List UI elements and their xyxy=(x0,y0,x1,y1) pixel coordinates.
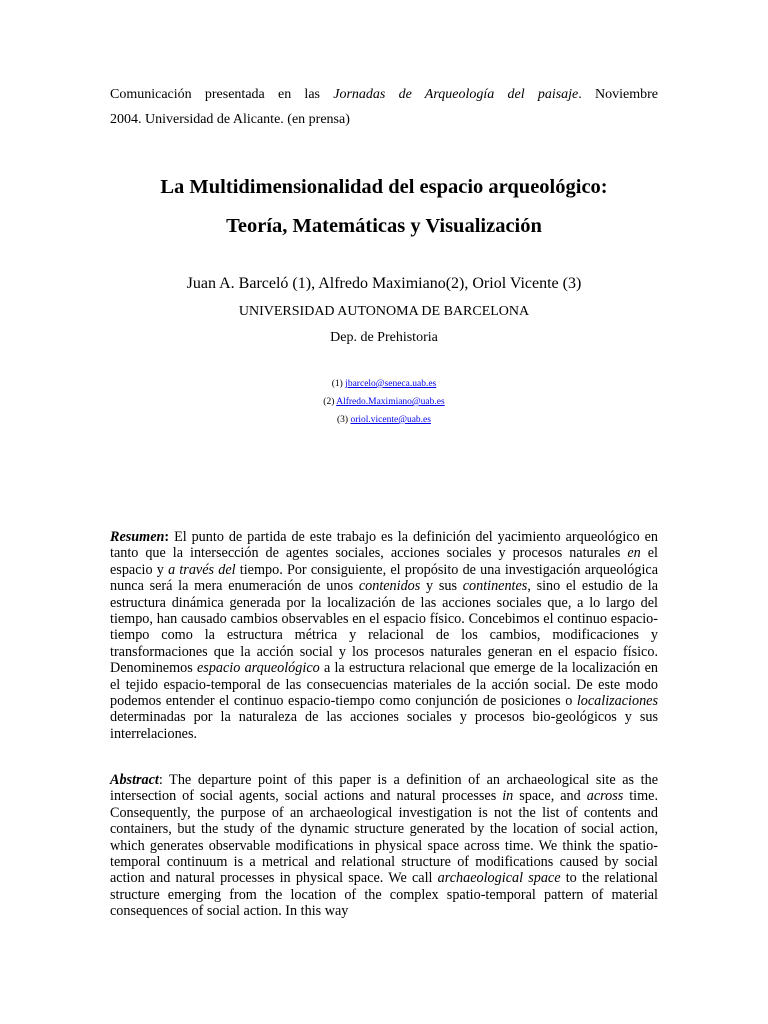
author-list: Juan A. Barceló (1), Alfredo Maximiano(2), Oriol Vicente (3) xyxy=(186,275,582,292)
resumen-emphasis: espacio arqueológico xyxy=(197,660,320,677)
author-email-2 xyxy=(60,395,708,409)
author-email-1 xyxy=(60,377,708,391)
resumen-emphasis: en xyxy=(627,545,641,562)
email-number: (1) xyxy=(331,379,346,389)
abstract-label: Abstract xyxy=(110,772,159,788)
publication-note-line-2: 2004. Universidad de Alicante. (en prensa) xyxy=(110,112,350,127)
resumen-text: El punto de partida de este trabajo es la definición del yacimiento arqueológico en tanto que la intersección de agentes sociales, acciones sociales y procesos naturales xyxy=(110,529,658,562)
resumen-paragraph xyxy=(110,529,658,742)
department-name: Dep. de Prehistoria xyxy=(330,330,438,345)
abstract-colon: : xyxy=(158,772,170,788)
paper-title-line-2: Teoría, Matemáticas y Visualización xyxy=(226,215,542,237)
resumen-colon: : xyxy=(164,529,175,545)
resumen-text: y sus xyxy=(420,578,463,595)
resumen-emphasis: a través del xyxy=(168,561,236,578)
resumen-emphasis: contenidos xyxy=(358,578,421,595)
resumen-emphasis: localizaciones xyxy=(576,693,658,710)
note-conference-name: Jornadas de Arqueología del paisaje xyxy=(333,87,579,102)
email-link[interactable]: oriol.vicente@uab.es xyxy=(350,415,431,425)
abstract-text: space, and xyxy=(513,788,587,805)
note-text: . Noviembre xyxy=(578,87,658,102)
abstract-emphasis: in xyxy=(502,788,514,805)
resumen-text: a la estructura relacional que emerge de la localización en el tejido espacio-temporal de las consecuencias materiales de la acción social. De este modo podemos entender el continuo espacio-tiempo como conjunción de posiciones o xyxy=(110,660,659,710)
abstract-emphasis: across xyxy=(586,788,624,805)
note-text: Comunicación presentada en las xyxy=(110,87,334,102)
resumen-label: Resumen xyxy=(110,529,165,545)
resumen-text: tiempo. Por consiguiente, el propósito de una investigación arqueológica nunca será la mera enumeración de unos xyxy=(110,561,658,595)
email-number: (3) xyxy=(337,415,351,425)
publication-note-line-1 xyxy=(110,84,658,106)
abstract-text: The departure point of this paper is a definition of an archaeological site as the intersection of social agents, social actions and natural processes xyxy=(110,772,658,805)
abstract-text: to the relational structure emerging from the location of the complex spatio-temporal pattern of material consequences of social action. In this way xyxy=(110,870,658,920)
abstract-emphasis: archaeological space xyxy=(437,870,561,887)
resumen-text: , sino el estudio de la estructura dinámica generada por la localización de las acciones sociales que, a lo largo del tiempo, han causado cambios observables en el espacio físico. Concebimos el continuo espacio-tiempo como la estructura métrica y relacional de los cambios, modificaciones y transformaciones que la acción social y los procesos naturales generan en el espacio físico. Denominemos xyxy=(110,578,658,677)
email-number: (2) xyxy=(323,397,337,407)
author-email-3 xyxy=(60,413,708,427)
abstract-text: time. Consequently, the purpose of an archaeological investigation is not the list of contents and containers, but the study of the dynamic structure generated by the location of social action, which generates observable modifications in physical space across time. We think the spatio-temporal continuum is a metrical and relational structure of modifications caused by social action and natural processes in physical space. We call xyxy=(110,788,658,887)
abstract-paragraph xyxy=(110,772,658,920)
email-link[interactable]: Alfredo.Maximiano@uab.es xyxy=(336,397,445,407)
email-link[interactable]: jbarcelo@seneca.uab.es xyxy=(345,379,437,389)
resumen-text: el espacio y xyxy=(110,545,658,578)
university-name: UNIVERSIDAD AUTONOMA DE BARCELONA xyxy=(238,304,530,319)
paper-title-line-1: La Multidimensionalidad del espacio arqueológico: xyxy=(160,176,608,198)
resumen-emphasis: continentes xyxy=(462,578,528,595)
resumen-text: determinadas por la naturaleza de las acciones sociales y procesos bio-geológicos y sus interrelaciones. xyxy=(110,709,658,742)
